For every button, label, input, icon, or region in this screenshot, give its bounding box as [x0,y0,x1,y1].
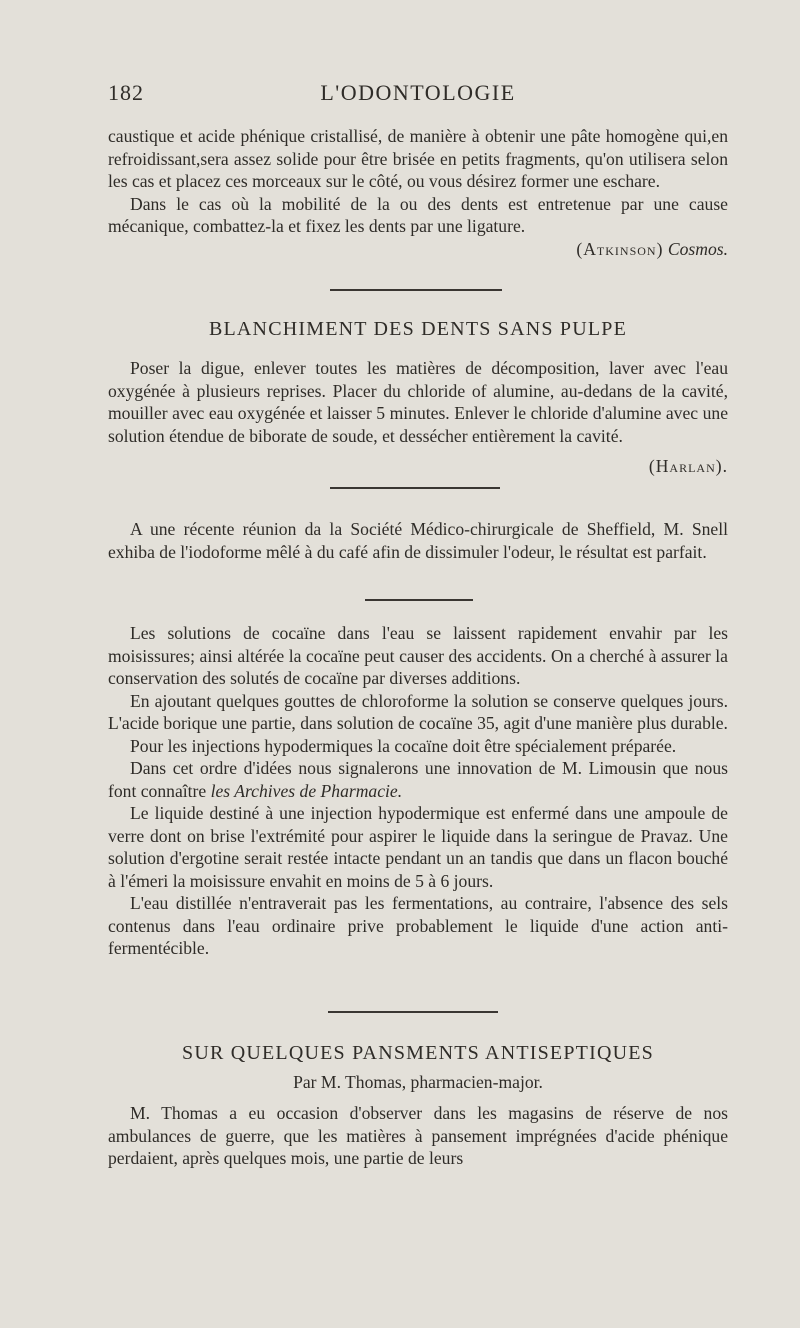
paragraph: M. Thomas a eu occasion d'observer dans les magasins de réserve de nos ambulances de guerre, que les matières à pansement imprégnées d'acide phénique perdaient, après quelques mois, une partie de leurs [108,1103,728,1168]
article-byline: Par M. Thomas, pharmacien-major. [293,1072,543,1092]
paragraph-text: Dans cet ordre d'idées nous signalerons une innovation de M. Limousin que nous font connaître [108,758,728,801]
section-divider [330,487,500,489]
section-blanchiment [108,357,728,478]
section-heading: BLANCHIMENT DES DENTS SANS PULPE [208,318,628,340]
citation [108,455,728,478]
section-heading: SUR QUELQUES PANSMENTS ANTISEPTIQUES [182,1042,654,1064]
paragraph: Dans le cas où la mobilité de la ou des dents est entretenue par une cause mécanique, combattez-la et fixez les dents par une ligature. [108,193,728,236]
page-header [108,80,728,110]
section-cosmos-excerpt [108,125,728,260]
paragraph: Poser la digue, enlever toutes les matières de décomposition, laver avec l'eau oxygénée à plusieurs reprises. Placer du chloride of alumine, au-dedans de la cavité, mouiller avec eau oxygénée et laisser 5 minutes. Enlever le chloride d'alumine avec une solution étendue de biborate de soude, et dessécher entièrement la cavité. [108,358,728,446]
section-pansements [108,1102,728,1170]
paragraph: caustique et acide phénique cristallisé, de manière à obtenir une pâte homogène qui,en refroidissant,sera assez solide pour être brisée en petits fragments, qu'on utilisera selon les cas et placez ces morceaux sur le côté, ou vous désirez former une eschare. [108,126,728,191]
paragraph: Pour les injections hypodermiques la cocaïne doit être spécialement préparée. [130,735,677,756]
citation-author: (Atkinson) [576,238,664,259]
citation [108,238,728,261]
section-divider [365,599,473,601]
section-cocaine [108,622,728,960]
citation-journal: Cosmos. [667,238,728,259]
paragraph: A une récente réunion da la Société Médico-chirurgicale de Sheffield, M. Snell exhiba de l'iodoforme mêlé à du café afin de dissimuler l'odeur, le résultat est parfait. [108,519,728,562]
paragraph [108,757,728,802]
section-divider [328,1011,498,1013]
page-number: 182 [108,80,144,105]
running-title: L'ODONTOLOGIE [320,80,516,105]
paragraph: En ajoutant quelques gouttes de chloroforme la solution se conserve quelques jours. L'acide borique une partie, dans solution de cocaïne 35, agit d'une manière plus durable. [108,690,728,733]
paragraph: Les solutions de cocaïne dans l'eau se laissent rapidement envahir par les moisissures; ainsi altérée la cocaïne peut causer des accidents. On a cherché à assurer la conservation des solutés de cocaïne par diverses additions. [108,623,728,688]
citation-author: (Harlan). [648,456,728,476]
journal-title: les Archives de Pharmacie. [210,780,403,801]
section-sheffield [108,518,728,563]
paragraph: L'eau distillée n'entraverait pas les fermentations, au contraire, l'absence des sels contenus dans l'eau ordinaire prive probablement le liquide d'une action anti-fermentécible. [108,893,728,958]
paragraph: Le liquide destiné à une injection hypodermique est enfermé dans une ampoule de verre dont on brise l'extrémité pour aspirer le liquide dans la seringue de Pravaz. Une solution d'ergotine serait restée intacte pendant un an tandis que dans un flacon bouché à l'émeri la moisissure envahit en moins de 5 à 6 jours. [108,803,728,891]
section-divider [330,289,502,291]
